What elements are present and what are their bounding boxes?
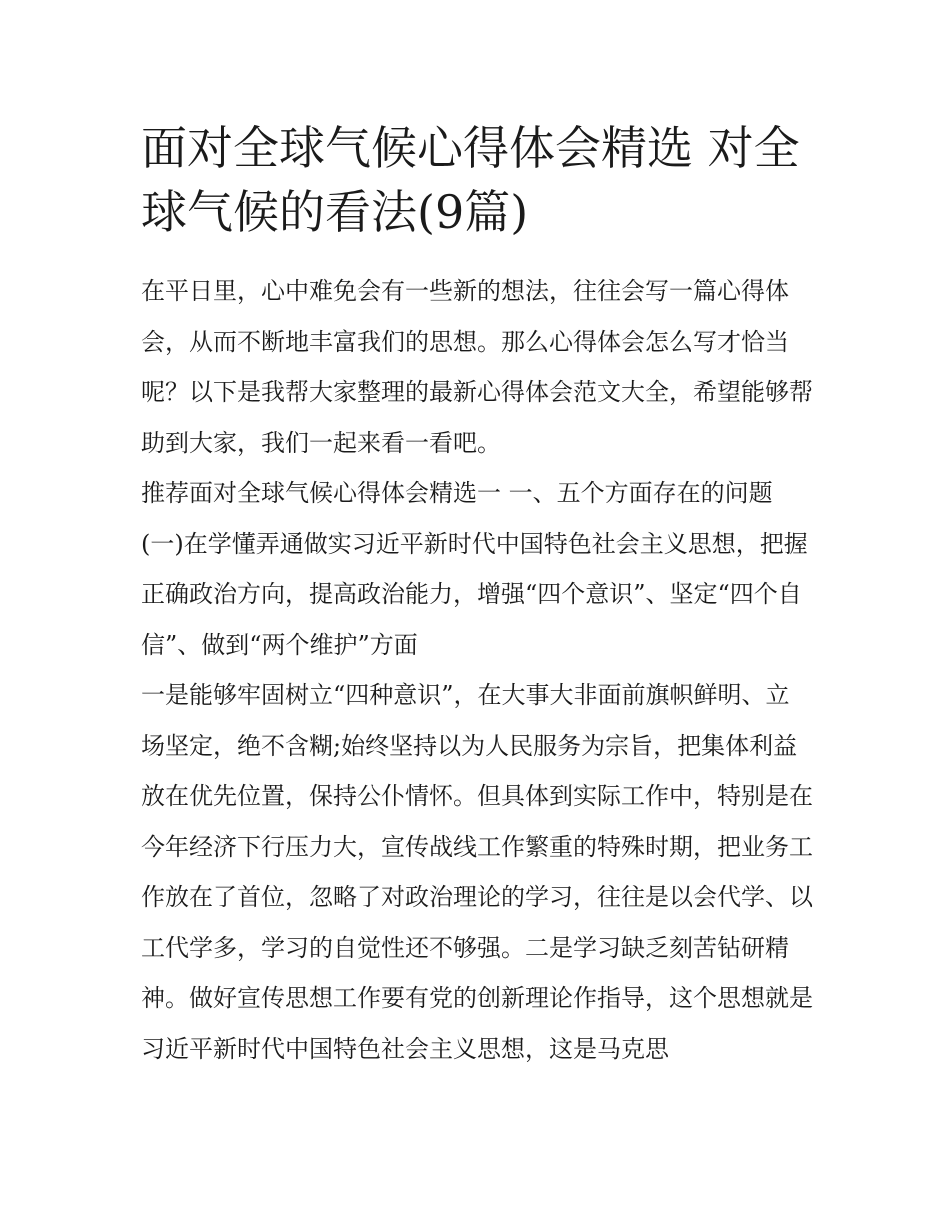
- document-title: 面对全球气候心得体会精选 对全球气候的看法(9篇): [141, 121, 800, 239]
- paragraph-section-heading: 推荐面对全球气候心得体会精选一 一、五个方面存在的问题: [141, 479, 773, 507]
- paragraph-subsection-heading: (一)在学懂弄通做实习近平新时代中国特色社会主义思想，把握正确政治方向，提高政治能力，增强“四个意识”、坚定“四个自信”、做到“两个维护”方面: [141, 529, 808, 659]
- paragraph-intro: 在平日里，心中难免会有一些新的想法，往往会写一篇心得体会，从而不断地丰富我们的思想。那么心得体会怎么写才恰当呢？以下是我帮大家整理的最新心得体会范文大全，希望能够帮助到大家，我们一起来看一看吧。: [141, 277, 813, 457]
- paragraph-body: 一是能够牢固树立“四种意识”，在大事大非面前旗帜鲜明、立场坚定，绝不含糊;始终坚持以为人民服务为宗旨，把集体利益放在优先位置，保持公仆情怀。但具体到实际工作中，特别是在今年经济下行压力大，宣传战线工作繁重的特殊时期，把业务工作放在了首位，忽略了对政治理论的学习，往往是以会代学、以工代学多，学习的自觉性还不够强。二是学习缺乏刻苦钻研精神。做好宣传思想工作要有党的创新理论作指导，这个思想就是习近平新时代中国特色社会主义思想，这是马克思: [141, 681, 813, 1063]
- document-body: [141, 116, 813, 1074]
